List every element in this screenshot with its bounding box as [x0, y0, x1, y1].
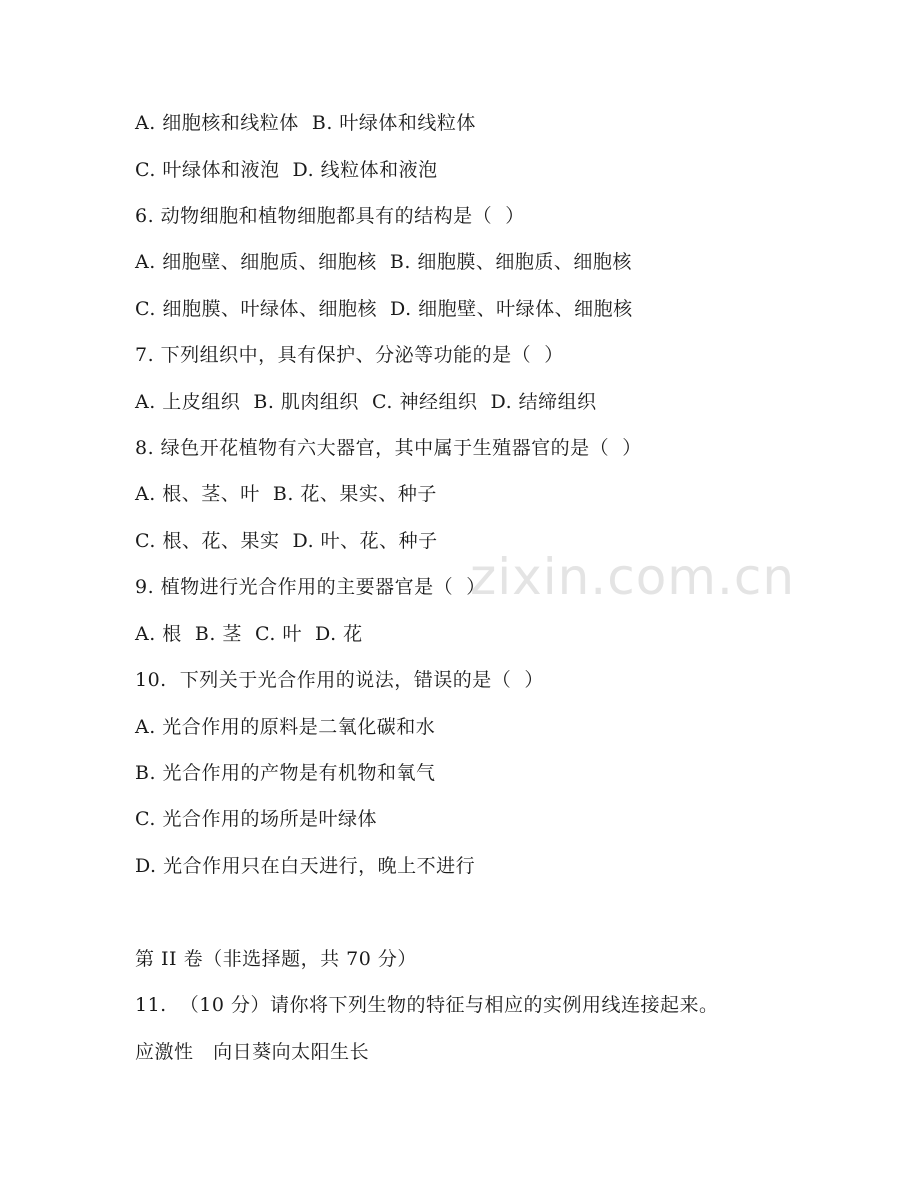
q7-options: A. 上皮组织 B. 肌肉组织 C. 神经组织 D. 结缔组织 [135, 391, 597, 413]
q9-options: A. 根 B. 茎 C. 叶 D. 花 [135, 623, 363, 645]
question-6: 6. 动物细胞和植物细胞都具有的结构是（ ） [135, 205, 525, 227]
q10-option-c: C. 光合作用的场所是叶绿体 [135, 808, 377, 830]
question-11: 11. （10 分）请你将下列生物的特征与相应的实例用线连接起来。 [135, 994, 719, 1016]
q11-matching-row-1: 应激性 向日葵向太阳生长 [135, 1041, 370, 1063]
q8-options-ab: A. 根、茎、叶 B. 花、果实、种子 [135, 483, 437, 505]
q8-options-cd: C. 根、花、果实 D. 叶、花、种子 [135, 530, 438, 552]
watermark: zixin.com.cn [470, 548, 796, 606]
section-2-heading: 第 II 卷（非选择题，共 70 分） [135, 948, 417, 970]
q5-options-cd: C. 叶绿体和液泡 D. 线粒体和液泡 [135, 159, 438, 181]
question-7: 7. 下列组织中，具有保护、分泌等功能的是（ ） [135, 344, 564, 366]
question-9: 9. 植物进行光合作用的主要器官是（ ） [135, 576, 486, 598]
q6-options-cd: C. 细胞膜、叶绿体、细胞核 D. 细胞壁、叶绿体、细胞核 [135, 298, 633, 320]
q10-option-a: A. 光合作用的原料是二氧化碳和水 [135, 716, 436, 738]
q10-option-d: D. 光合作用只在白天进行，晚上不进行 [135, 855, 476, 877]
q10-option-b: B. 光合作用的产物是有机物和氧气 [135, 762, 436, 784]
q5-options-ab: A. 细胞核和线粒体 B. 叶绿体和线粒体 [135, 112, 476, 134]
question-8: 8. 绿色开花植物有六大器官，其中属于生殖器官的是（ ） [135, 437, 642, 459]
q6-options-ab: A. 细胞壁、细胞质、细胞核 B. 细胞膜、细胞质、细胞核 [135, 251, 632, 273]
question-10: 10. 下列关于光合作用的说法，错误的是（ ） [135, 669, 544, 691]
